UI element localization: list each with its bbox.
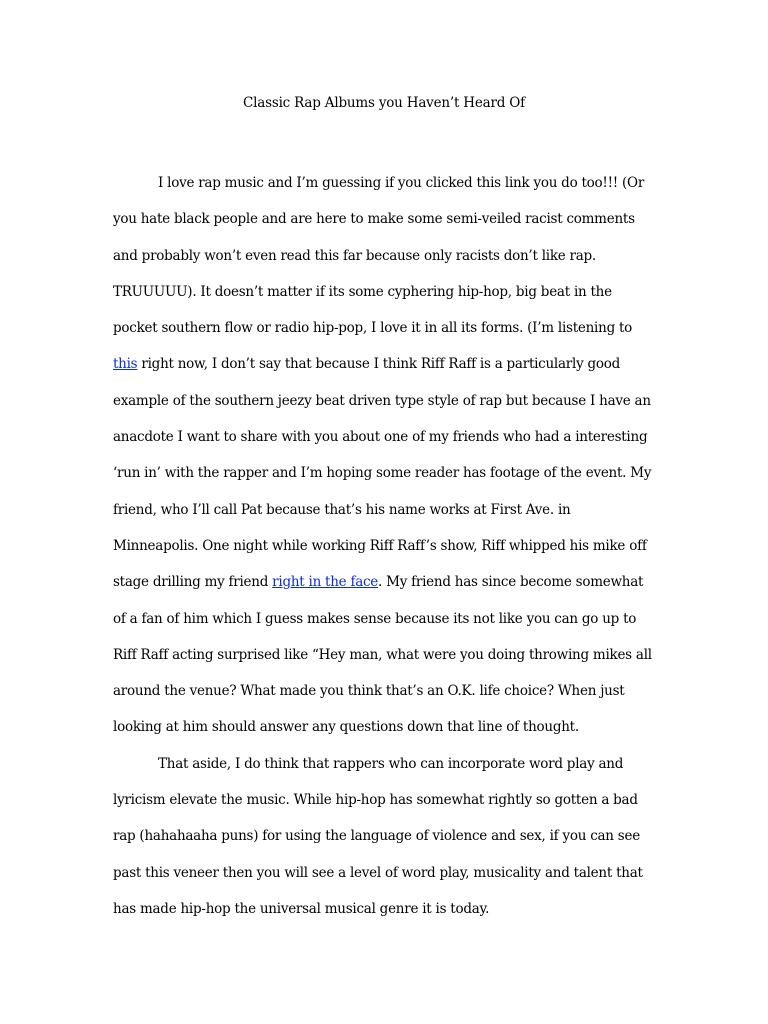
document-title: Classic Rap Albums you Haven’t Heard Of — [243, 95, 525, 111]
paragraph-1 — [113, 165, 658, 746]
paragraph-1-text-a: I love rap music and I’m guessing if you clicked this link you do too!!! (Or you hate black people and are here to make some semi-veiled racist comments and probably won’t even read this far because only racists don’t like rap. TRUUUUU). It doesn’t matter if its some cyphering hip-hop, big beat in the pocket southern flow or radio hip-pop, I love it in all its forms. (I’m listening to — [113, 175, 645, 337]
document-body — [113, 165, 658, 927]
paragraph-2: That aside, I do think that rappers who can incorporate word play and lyricism elevate the music. While hip-hop has somewhat rightly so gotten a bad rap (hahahaaha puns) for using the language of violence and sex, if you can see past this veneer then you will see a level of word play, musicality and talent that has made hip-hop the universal musical genre it is today. — [113, 755, 643, 917]
this-link[interactable]: this — [113, 356, 138, 373]
paragraph-1-text-c: . My friend has since become somewhat of a fan of him which I guess makes sense because its not like you can go up to Riff Raff acting surprised like “Hey man, what were you doing throwing mikes all around the venue? What made you think that’s an O.K. life choice? When just looking at him should answer any questions down that line of thought. — [113, 574, 652, 736]
right-in-the-face-link[interactable]: right in the face — [272, 574, 379, 591]
paragraph-1-text-b: right now, I don’t say that because I think Riff Raff is a particularly good example of the southern jeezy beat driven type style of rap but because I have an anacdote I want to share with you about one of my friends who had a interesting ‘run in’ with the rapper and I’m hoping some reader has footage of the event. My friend, who I’ll call Pat because that’s his name works at First Ave. in Minneapolis. One night while working Riff Raff’s show, Riff whipped his mike off stage drilling my friend — [113, 356, 652, 591]
